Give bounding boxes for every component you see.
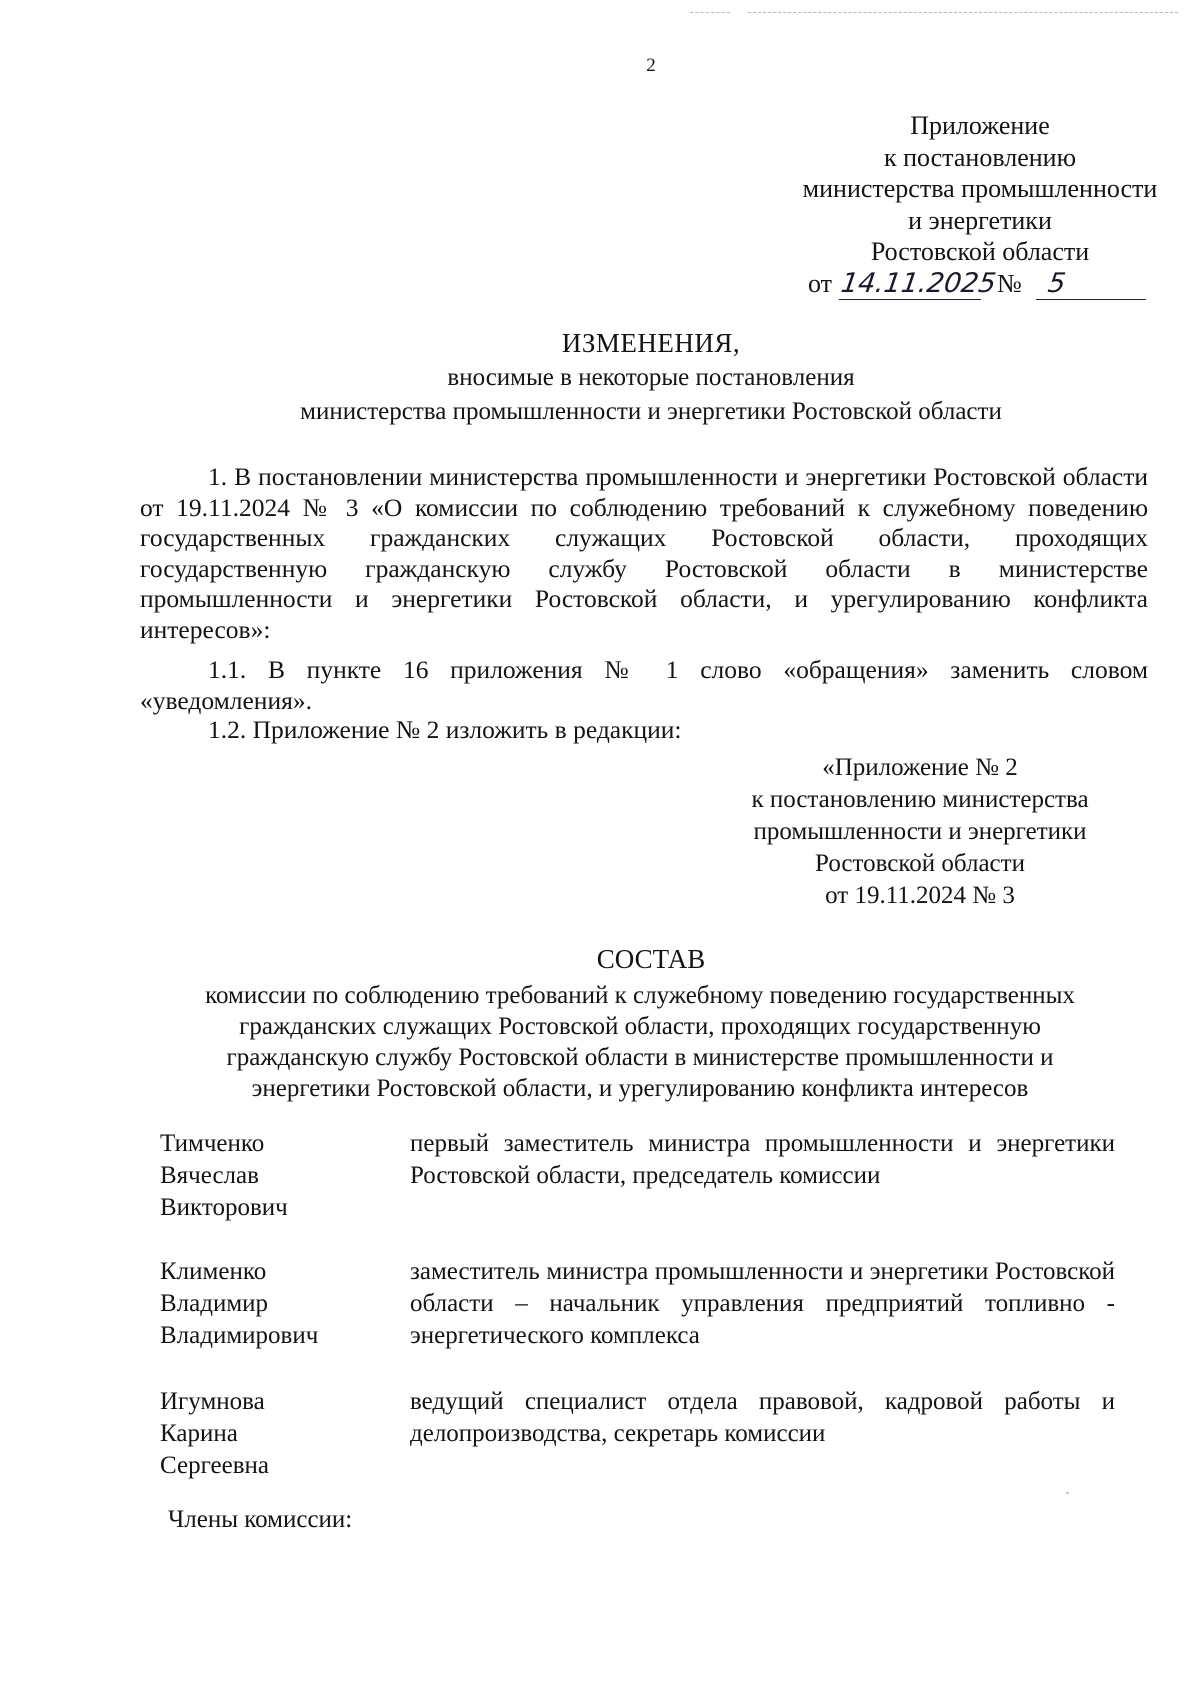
approval-line: Приложение [910, 111, 1050, 140]
approval-block [770, 110, 1190, 268]
appendix-line: промышленности и энергетики [753, 818, 1087, 845]
paragraph-1-2: 1.2. Приложение № 2 изложить в редакции: [208, 715, 682, 744]
members-label: Члены комиссии: [168, 1506, 353, 1533]
scan-artifact [690, 12, 730, 13]
appendix-line: «Приложение № 2 [822, 754, 1018, 781]
member-role: ведущий специалист отдела правовой, кадровой работы и делопроизводства, секретарь комиссии [410, 1388, 1115, 1447]
appendix-line: Ростовской области [815, 850, 1025, 877]
approval-line: к постановлению [883, 142, 1077, 172]
member-first-name: Вячеслав [160, 1162, 259, 1189]
appendix-line: к постановлению министерства [751, 786, 1089, 813]
handwritten-number: 5 [1036, 269, 1150, 300]
member-name [160, 1128, 410, 1224]
number-sign: № [997, 269, 1022, 298]
approval-line: и энергетики [908, 205, 1052, 235]
scan-artifact [748, 12, 1178, 13]
member-role: первый заместитель министра промышленности и энергетики Ростовской области, председатель комиссии [410, 1130, 1115, 1189]
member-name [160, 1256, 410, 1352]
handwritten-date: 14.11.2025 [838, 268, 998, 299]
member-patronymic: Владимирович [160, 1322, 319, 1349]
page-number: 2 [646, 55, 656, 76]
composition-line: гражданских служащих Ростовской области, проходящих государственную [239, 1013, 1041, 1040]
composition-title: СОСТАВ [596, 944, 706, 974]
member-row [160, 1256, 1115, 1366]
appendix-line: от 19.11.2024 № 3 [825, 882, 1015, 909]
approval-line: Ростовской области [870, 237, 1090, 266]
member-patronymic: Викторович [160, 1194, 288, 1221]
member-role: заместитель министра промышленности и энергетики Ростовской области – начальник управления предприятий топливно - энергетического комплекса [410, 1258, 1115, 1349]
changes-title: ИЗМЕНЕНИЯ, [561, 328, 741, 358]
appendix-2-header [720, 752, 1120, 912]
member-surname: Тимченко [160, 1130, 265, 1157]
member-surname: Игумнова [160, 1388, 265, 1415]
composition-line: энергетики Ростовской области, и урегулированию конфликта интересов [251, 1075, 1029, 1102]
approval-line: министерства промышленности [802, 174, 1158, 203]
member-row [160, 1386, 1115, 1496]
scan-speck [1066, 1492, 1069, 1494]
changes-subtitle: министерства промышленности и энергетики Ростовской области [300, 398, 1002, 425]
paragraph-1: 1. В постановлении министерства промышленности и энергетики Ростовской области от 19.11.2024 № 3 «О комиссии по соблюдению требований к служебному поведению государственных гражданских служащих Ростовской области, проходящих государственную гражданскую службу Ростовской области в министерстве промышленности и энергетики Ростовской области, и урегулированию конфликта интересов»: [140, 462, 1148, 644]
composition-line: комиссии по соблюдению требований к служебному поведению государственных [205, 982, 1075, 1009]
composition-subtitle [0, 980, 1200, 1104]
member-patronymic: Сергеевна [160, 1452, 269, 1479]
date-prefix: от [808, 269, 833, 298]
member-first-name: Карина [160, 1420, 238, 1447]
composition-line: гражданскую службу Ростовской области в министерстве промышленности и [226, 1044, 1054, 1071]
member-row [160, 1128, 1115, 1238]
paragraph-1-1: 1.1. В пункте 16 приложения № 1 слово «обращения» заменить словом «уведомления». [140, 655, 1148, 715]
member-surname: Клименко [160, 1258, 267, 1285]
member-name [160, 1386, 410, 1482]
approval-date-line [808, 268, 1148, 300]
member-first-name: Владимир [160, 1290, 269, 1317]
changes-subtitle: вносимые в некоторые постановления [447, 364, 855, 391]
